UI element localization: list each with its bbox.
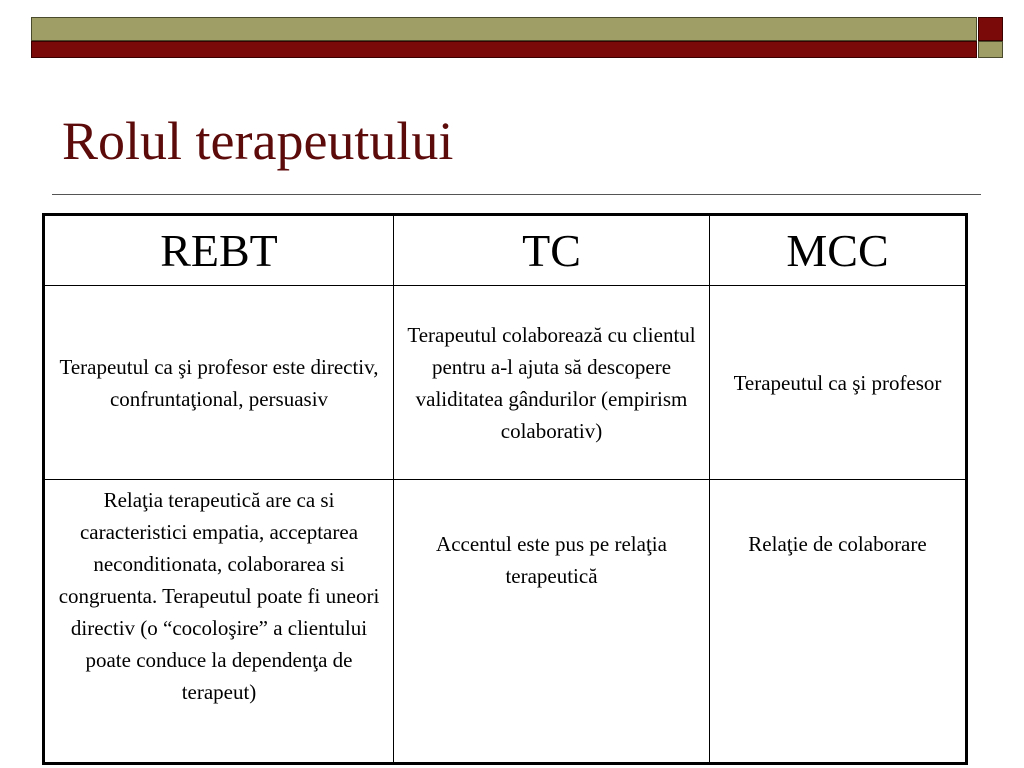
comparison-table (42, 213, 968, 765)
cell-tc-relationship: Accentul este pus pe relaţia terapeutică (394, 480, 710, 764)
header-square-maroon (978, 17, 1003, 41)
cell-mcc-role: Terapeutul ca şi profesor (710, 286, 967, 480)
cell-tc-role: Terapeutul colaborează cu clientul pentru a-l ajuta să descopere validitatea gândurilor (empirism colaborativ) (394, 286, 710, 480)
table-row (44, 286, 967, 480)
table-row (44, 480, 967, 764)
header-bar-olive (31, 17, 977, 41)
title-divider (52, 194, 981, 195)
cell-rebt-relationship: Relaţia terapeutică are ca si caracteristici empatia, acceptarea neconditionata, colaborarea si congruenta. Terapeutul poate fi uneori directiv (o “cocoloşire” a clientului poate conduce la dependenţa de terapeut) (44, 480, 394, 764)
header-square-olive (978, 41, 1003, 58)
cell-rebt-role: Terapeutul ca şi profesor este directiv, confruntaţional, persuasiv (44, 286, 394, 480)
header-rebt: REBT (44, 215, 394, 286)
header-bar-maroon (31, 41, 977, 58)
cell-mcc-relationship: Relaţie de colaborare (710, 480, 967, 764)
header-tc: TC (394, 215, 710, 286)
table-header-row (44, 215, 967, 286)
header-mcc: MCC (710, 215, 967, 286)
slide-title: Rolul terapeutului (62, 111, 454, 171)
